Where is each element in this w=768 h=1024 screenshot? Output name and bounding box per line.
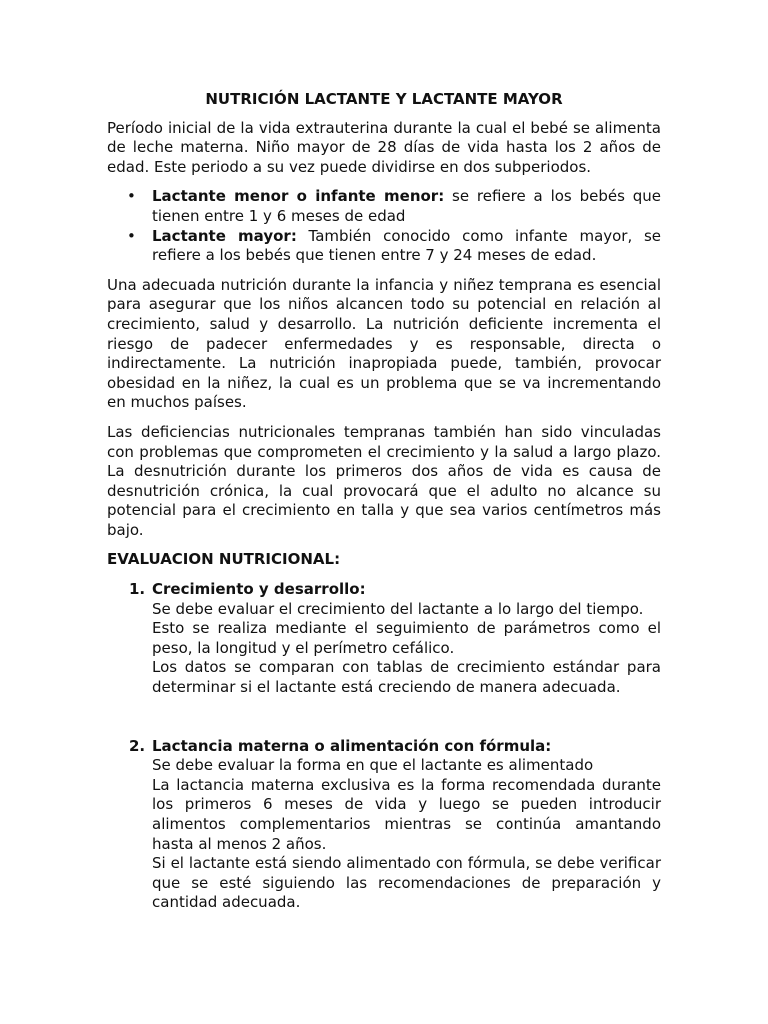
section-heading: EVALUACION NUTRICIONAL: (107, 550, 341, 569)
list-item (107, 187, 661, 226)
bullet-term: Lactante menor o infante menor: (152, 187, 445, 206)
bullet-icon: • (127, 187, 136, 206)
evaluation-item-growth (107, 580, 661, 698)
item-number: 2. (129, 736, 146, 755)
bullet-icon: • (127, 226, 136, 245)
deficiency-paragraph: Las deficiencias nutricionales tempranas también han sido vinculadas con problemas que comprometen el crecimiento y la salud a largo plazo. La desnutrición durante los primeros dos años de vida es causa de desnutrición crónica, la cual provocará que el adulto no alcance su potencial para el crecimiento en talla y que sea varios centímetros más bajo. (107, 422, 661, 539)
intro-paragraph: Período inicial de la vida extrauterina durante la cual el bebé se alimenta de leche materna. Niño mayor de 28 días de vida hasta los 2 años de edad. Este periodo a su vez puede dividirse en dos subperiodos. (107, 118, 661, 176)
nutrition-paragraph: Una adecuada nutrición durante la infancia y niñez temprana es esencial para asegurar que los niños alcancen todo su potencial en relación al crecimiento, salud y desarrollo. La nutrición deficiente incrementa el riesgo de padecer enfermedades y es responsable, directa o indirectamente. La nutrición inapropiada puede, también, provocar obesidad en la niñez, la cual es un problema que se va incrementando en muchos países. (107, 275, 661, 412)
bullet-text: se refiere a los bebés que tienen entre 1 y 6 meses de edad (152, 187, 661, 225)
item-line: Se debe evaluar el crecimiento del lactante a lo largo del tiempo. (152, 599, 644, 618)
evaluation-item-feeding (107, 737, 661, 913)
item-line: Se debe evaluar la forma en que el lactante es alimentado (152, 756, 594, 775)
list-item (107, 227, 661, 266)
subperiod-list (107, 187, 661, 265)
document-page (107, 90, 661, 913)
item-number: 1. (129, 580, 146, 599)
item-line: Esto se realiza mediante el seguimiento de parámetros como el peso, la longitud y el perímetro cefálico. (152, 619, 661, 657)
item-line: Los datos se comparan con tablas de crecimiento estándar para determinar si el lactante está creciendo de manera adecuada. (152, 658, 661, 697)
item-heading: Lactancia materna o alimentación con fórmula: (152, 736, 552, 755)
item-line: Si el lactante está siendo alimentado con fórmula, se debe verificar que se esté siguiendo las recomendaciones de preparación y cantidad adecuada. (152, 854, 661, 912)
bullet-term: Lactante mayor: (152, 226, 297, 245)
item-line: La lactancia materna exclusiva es la forma recomendada durante los primeros 6 meses de vida y luego se pueden introducir alimentos complementarios mientras se continúa amantando hasta al menos 2 años. (152, 775, 661, 853)
document-title: NUTRICIÓN LACTANTE Y LACTANTE MAYOR (205, 90, 563, 108)
bullet-text: También conocido como infante mayor, se refiere a los bebés que tienen entre 7 y 24 meses de edad. (152, 226, 661, 265)
item-heading: Crecimiento y desarrollo: (152, 580, 366, 599)
